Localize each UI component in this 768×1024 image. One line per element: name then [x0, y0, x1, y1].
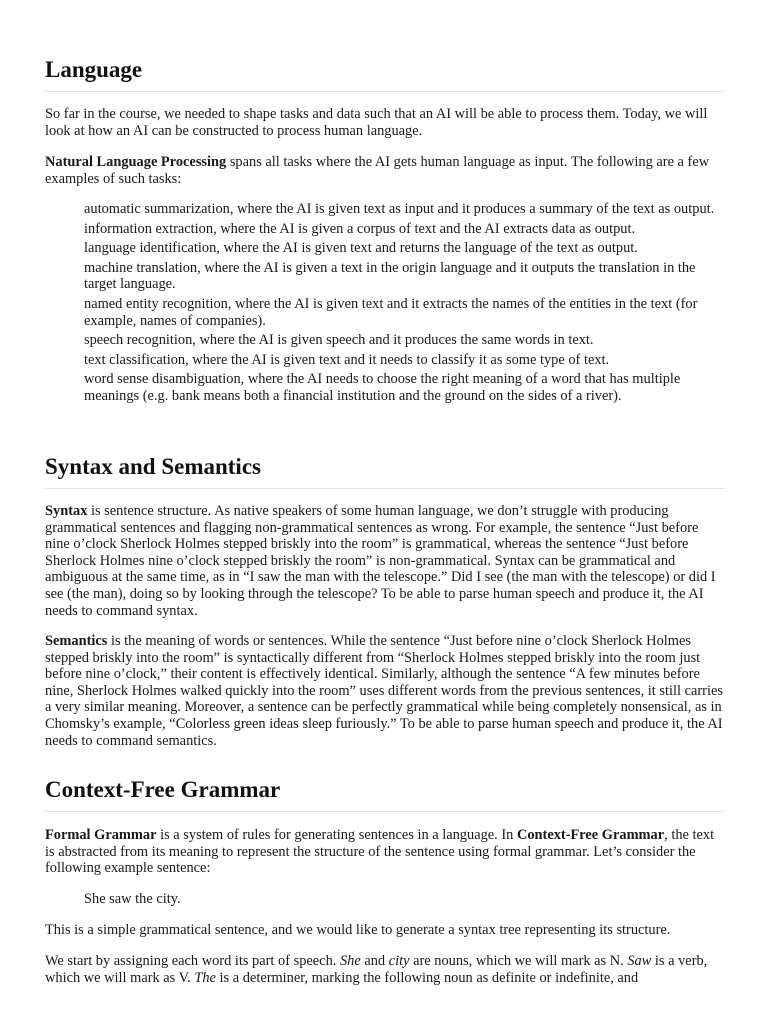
- example-sentence: She saw the city.: [84, 891, 181, 907]
- semantics-term: Semantics: [45, 633, 108, 649]
- heading-syntax-semantics: Syntax and Semantics: [45, 453, 725, 489]
- list-item: named entity recognition, where the AI is given text and it extracts the names of the entities in the text (for example, names of companies).: [84, 295, 698, 329]
- pos-text-a: We start by assigning each word its part of speech.: [45, 953, 340, 969]
- list-item: word sense disambiguation, where the AI needs to choose the right meaning of a word that has multiple meanings (e.g. bank means both a financial institution and the ground on the sides of a river).: [84, 371, 681, 404]
- list-item: text classification, where the AI is given text and it needs to classify it as some type of text.: [84, 351, 610, 368]
- syntax-description: is sentence structure. As native speakers of some human language, we don’t struggle with producing grammatical sentences and flagging non-grammatical sentences as wrong. For example, the sentence “Just before nine o’clock Sherlock Holmes stepped briskly into the room” is grammatical, whereas the sentence “Just before Sherlock Holmes nine o’clock stepped briskly the room” is non-grammatical. Syntax can be grammatical and ambiguous at the same time, as in “I saw the man with the telescope.” Did I see (the man with the telescope) or did I see (the man), doing so by looking through the telescope? To be able to parse human speech and produce it, the AI needs to command syntax.: [45, 503, 716, 619]
- part-of-speech-paragraph: [45, 953, 725, 986]
- list-item: automatic summarization, where the AI is given text as input and it produces a summary of the text as output.: [84, 201, 715, 217]
- formal-grammar-paragraph: [45, 827, 725, 877]
- pos-the: The: [194, 969, 216, 986]
- semantics-paragraph: [45, 633, 725, 749]
- nlp-description: spans all tasks where the AI gets human language as input. The following are a few examples of such tasks:: [45, 154, 710, 187]
- pos-text-and: and: [360, 953, 389, 969]
- formal-grammar-term: Formal Grammar: [45, 827, 157, 843]
- cfg-description: , the text is abstracted from its meaning to represent the structure of the sentence using formal grammar. Let’s consider the following example sentence:: [45, 827, 715, 877]
- nlp-task-list: [45, 201, 725, 408]
- cfg-term: Context-Free Grammar: [516, 827, 665, 843]
- heading-language: Language: [45, 56, 725, 92]
- pos-text-c: is a verb, which we will mark as V.: [45, 953, 708, 986]
- semantics-description: is the meaning of words or sentences. While the sentence “Just before nine o’clock Sherlock Holmes stepped briskly into the room” is syntactically different from “Sherlock Holmes stepped briskly into the room just before nine o’clock,” their content is effectively identical. Similarly, although the sentence “A few minutes before nine, Sherlock Holmes walked quickly into the room” uses different words from the previous sentences, it still carries a very similar meaning. Moreover, a sentence can be perfectly grammatical while being completely nonsensical, as in Chomsky’s example, “Colorless green ideas sleep furiously.” To be able to parse human speech and produce it, the AI needs to command semantics.: [45, 633, 723, 749]
- pos-text-b: are nouns, which we will mark as N.: [409, 953, 628, 969]
- syntax-tree-intro: This is a simple grammatical sentence, and we would like to generate a syntax tree representing its structure.: [45, 922, 671, 938]
- heading-context-free-grammar: Context-Free Grammar: [45, 776, 725, 812]
- list-item: machine translation, where the AI is given a text in the origin language and it outputs the translation in the target language.: [84, 259, 696, 293]
- list-item: information extraction, where the AI is given a corpus of text and the AI extracts data as output.: [84, 220, 636, 237]
- list-item: speech recognition, where the AI is given speech and it produces the same words in text.: [84, 332, 594, 349]
- list-item: language identification, where the AI is given text and returns the language of the text as output.: [84, 240, 638, 257]
- language-intro: So far in the course, we needed to shape tasks and data such that an AI will be able to process them. Today, we will look at how an AI can be constructed to process human language.: [45, 106, 708, 139]
- syntax-term: Syntax: [45, 503, 88, 519]
- pos-text-d: is a determiner, marking the following noun as definite or indefinite, and: [215, 969, 639, 986]
- pos-saw: Saw: [627, 953, 652, 969]
- nlp-paragraph: [45, 154, 725, 187]
- formal-grammar-description: is a system of rules for generating sentences in a language. In: [156, 827, 517, 843]
- nlp-term: Natural Language Processing: [45, 154, 227, 170]
- pos-city: city: [388, 953, 410, 969]
- syntax-paragraph: [45, 503, 725, 619]
- pos-she: She: [339, 953, 361, 969]
